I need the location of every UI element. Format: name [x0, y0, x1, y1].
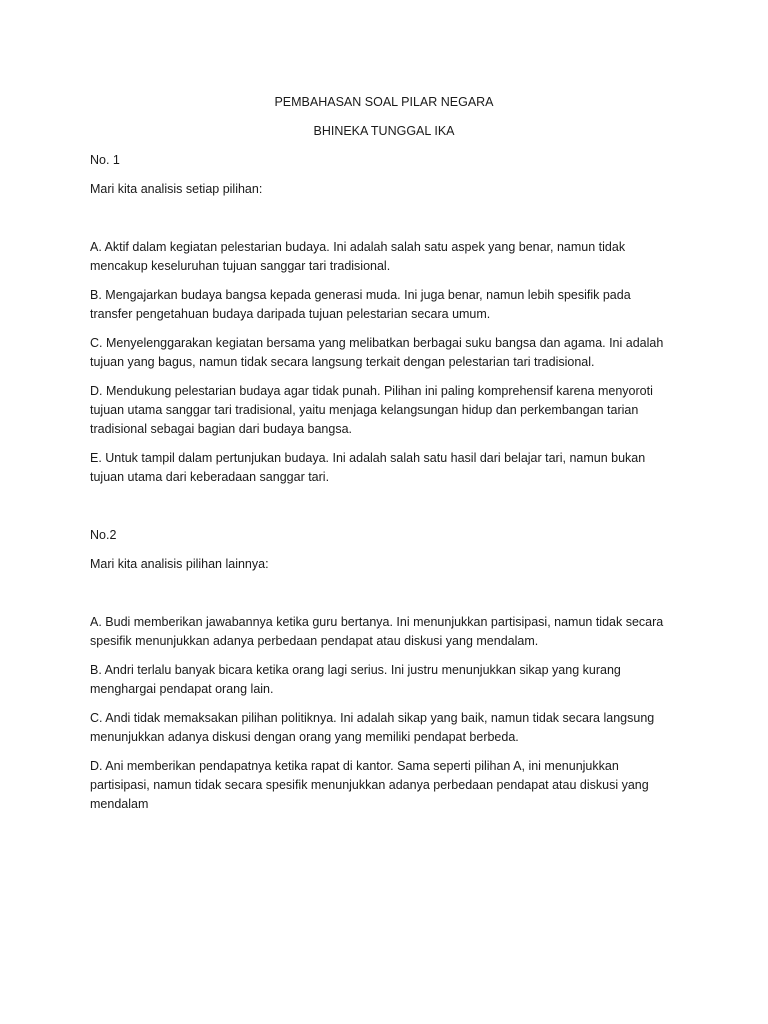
section-1-number: No. 1: [90, 153, 120, 167]
document-title: PEMBAHASAN SOAL PILAR NEGARA: [274, 95, 494, 109]
section-2-intro: Mari kita analisis pilihan lainnya:: [90, 557, 269, 571]
section-1-option-e: E. Untuk tampil dalam pertunjukan budaya. Ini adalah salah satu hasil dari belajar tari, namun bukan tujuan utama dari keberadaan sanggar tari.: [90, 451, 646, 484]
section-2-option-c: C. Andi tidak memaksakan pilihan politiknya. Ini adalah sikap yang baik, namun tidak secara langsung menunjukkan adanya diskusi dengan orang yang memiliki pendapat berbeda.: [90, 711, 655, 744]
section-1-option-d: D. Mendukung pelestarian budaya agar tidak punah. Pilihan ini paling komprehensif karena menyoroti tujuan utama sanggar tari tradisional, yaitu menjaga kelangsungan hidup dan perkembangan tarian tradisional sebagai bagian dari budaya bangsa.: [90, 384, 653, 436]
section-1-option-c: C. Menyelenggarakan kegiatan bersama yang melibatkan berbagai suku bangsa dan agama. Ini adalah tujuan yang bagus, namun tidak secara langsung terkait dengan pelestarian tari tradisional.: [90, 336, 664, 369]
section-2-number: No.2: [90, 528, 117, 542]
document-body: [90, 151, 670, 814]
section-1-option-b: B. Mengajarkan budaya bangsa kepada generasi muda. Ini juga benar, namun lebih spesifik pada transfer pengetahuan budaya daripada tujuan pelestarian secara umum.: [90, 288, 631, 321]
section-2-option-b: B. Andri terlalu banyak bicara ketika orang lagi serius. Ini justru menunjukkan sikap yang kurang menghargai pendapat orang lain.: [90, 663, 621, 696]
section-2-option-d: D. Ani memberikan pendapatnya ketika rapat di kantor. Sama seperti pilihan A, ini menunjukkan partisipasi, namun tidak secara spesifik menunjukkan adanya perbedaan pendapat atau diskusi yang mendalam: [90, 759, 649, 811]
section-2-option-a: A. Budi memberikan jawabannya ketika guru bertanya. Ini menunjukkan partisipasi, namun tidak secara spesifik menunjukkan adanya perbedaan pendapat atau diskusi yang mendalam.: [90, 615, 664, 648]
section-1-intro: Mari kita analisis setiap pilihan:: [90, 182, 263, 196]
document-subtitle: BHINEKA TUNGGAL IKA: [313, 124, 455, 138]
section-1-option-a: A. Aktif dalam kegiatan pelestarian budaya. Ini adalah salah satu aspek yang benar, namun tidak mencakup keseluruhan tujuan sanggar tari tradisional.: [90, 240, 626, 273]
